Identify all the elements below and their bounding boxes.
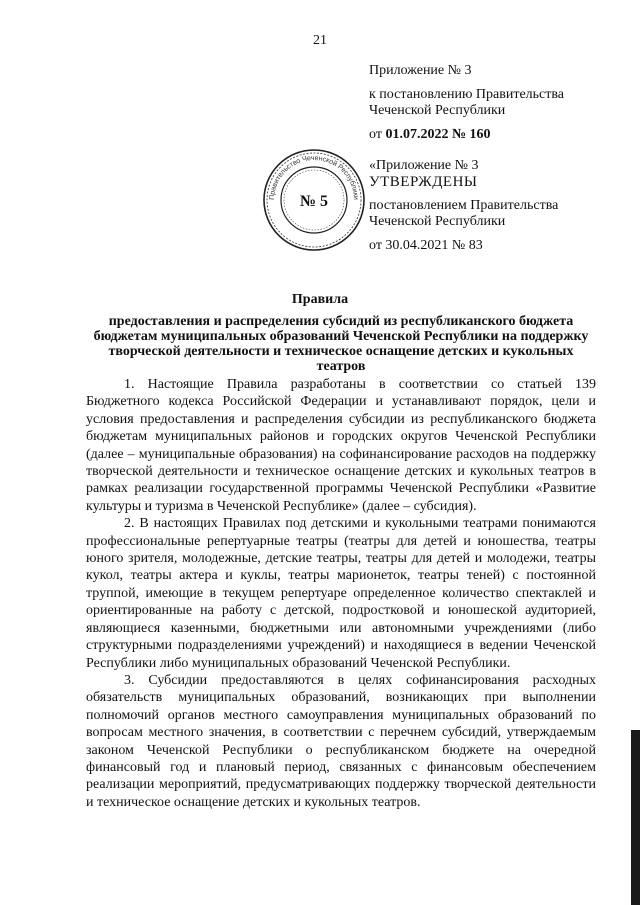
approved-decree: постановлением Правительства bbox=[369, 198, 559, 213]
document-subtitle: предоставления и распределения субсидий из республиканского бюджета бюджетам муниципальных образований Чеченской Республики на поддержку творческой деятельности и техническое оснащение детских и кукольных театров bbox=[93, 314, 589, 374]
page-number: 21 bbox=[313, 33, 327, 48]
approved-block bbox=[369, 158, 558, 254]
appendix-government: Чеченской Республики bbox=[369, 103, 506, 118]
approved-label: УТВЕРЖДЕНЫ bbox=[369, 174, 478, 190]
official-seal bbox=[262, 148, 366, 252]
appendix-title: Приложение № 3 bbox=[369, 63, 472, 78]
appendix-decree-ref: к постановлению Правительства bbox=[369, 87, 565, 102]
approved-appendix: «Приложение № 3 bbox=[369, 158, 479, 173]
document-body bbox=[86, 376, 596, 811]
paragraph-2: 2. В настоящих Правилах под детскими и кукольными театрами понимаются профессиональные репертуарные театры (театры для детей и юношества, театры юного зрителя, молодежные, детские театры, театры для детей и молодежи, театры кукол, театры актера и куклы, театры марионеток, театры теней) с постоянной труппой, имеющие в текущем репертуаре определенное количество спектаклей и ориентированные на работу с детской, подростковой и юношеской аудиторией, являющиеся казенными, бюджетными или автономными учреждениями (либо структурными подразделениями учреждений) и находящиеся в ведении Чеченской Республики либо муниципальных образований Чеченской Республики. bbox=[86, 516, 596, 671]
scan-edge-shadow bbox=[631, 730, 640, 905]
paragraph-1: 1. Настоящие Правила разработаны в соответствии со статьей 139 Бюджетного кодекса Российской Федерации и устанавливают порядок, цели и условия предоставления и распределения субсидии из республиканского бюджета бюджетам муниципальных районов и городских округов Чеченской Республики (далее – муниципальные образования) на софинансирование расходов на поддержку творческой деятельности и техническое оснащение детских и кукольных театров в рамках реализации государственной программы Чеченской Республики «Развитие культуры и туризма в Чеченской Республике» (далее – субсидия). bbox=[86, 377, 596, 514]
approved-date: от 30.04.2021 № 83 bbox=[369, 238, 483, 253]
document-title: Правила bbox=[291, 292, 349, 307]
seal-ring-text: Правительство Чеченской Республики bbox=[268, 154, 360, 201]
seal-number: № 5 bbox=[299, 193, 329, 210]
appendix-decree-date: от 01.07.2022 № 160 bbox=[369, 127, 491, 142]
approved-government: Чеченской Республики bbox=[369, 214, 506, 229]
appendix-header bbox=[369, 63, 564, 143]
paragraph-3: 3. Субсидии предоставляются в целях софинансирования расходных обязательств муниципальных образований, возникающих при выполнении полномочий органов местного самоуправления муниципальных образований по вопросам местного значения, в соответствии с перечнем субсидий, утверждаемым законом Чеченской Республики о республиканском бюджете на очередной финансовый год и плановый период, связанных с финансовым обеспечением реализации мероприятий, предусматривающих поддержку творческой деятельности и техническое оснащение детских и кукольных театров. bbox=[86, 672, 596, 810]
